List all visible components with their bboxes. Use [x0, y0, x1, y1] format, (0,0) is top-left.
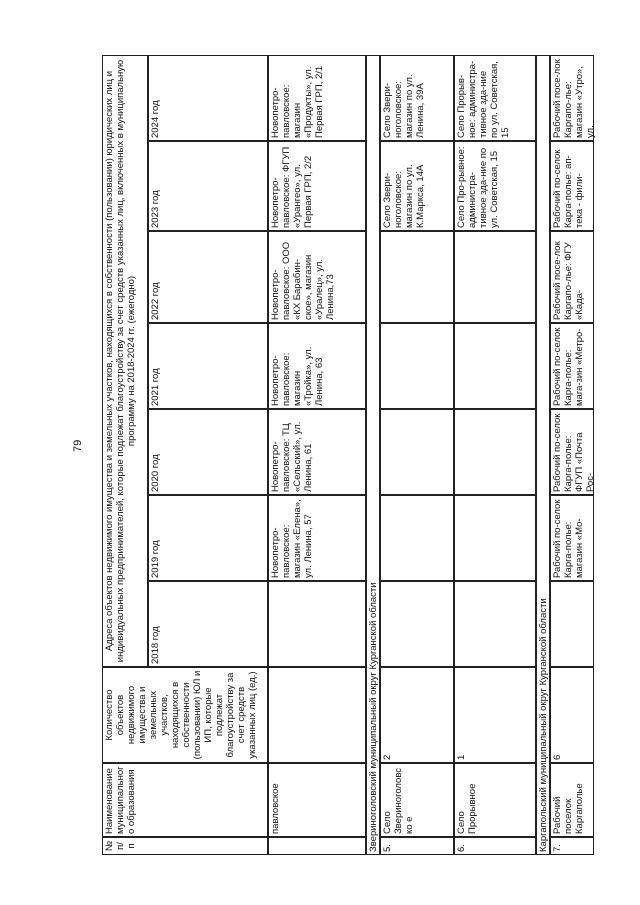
- row-prev-no: [268, 837, 366, 855]
- header-year-2023: 2023 год: [148, 141, 268, 231]
- header-count: Количество объектов недвижимого имущества и земельных участков, находящихся в собственности (пользовании) ЮЛ и ИП, которые подлежат благоустройству за счет средств указанных лиц (ед.): [102, 667, 268, 763]
- row-prev-2018: [268, 581, 366, 667]
- row5-2019: [380, 495, 454, 581]
- row7-count: 6: [550, 667, 594, 763]
- header-year-2020: 2020 год: [148, 409, 268, 495]
- row7-name: Рабочий поселок Каргаполье: [550, 763, 594, 837]
- row7-no: 7.: [550, 837, 594, 855]
- district-zverinogolovsky: Звериноголовский муниципальный округ Курганской области: [366, 55, 380, 855]
- row-prev-2024: Новопетро-павловское: магазин «Продукты», ул. Первая ГРП, 2/1: [268, 55, 366, 141]
- row6-2022: [454, 231, 536, 323]
- row7-2018: [550, 581, 594, 667]
- row5-2022: [380, 231, 454, 323]
- row7-2021: Рабочий по-селок Карга-полье: мага-зин «Метро-: [550, 323, 594, 409]
- row-prev-2019: Новопетро-павловское: магазин «Елена», ул. Ленина, 57: [268, 495, 366, 581]
- row6-2020: [454, 409, 536, 495]
- row6-count: 1: [454, 667, 536, 763]
- row-prev-2020: Новопетро-павловское: ТЦ «Сельский», ул. Ленина, 61: [268, 409, 366, 495]
- row6-name: Село Прорывное: [454, 763, 536, 837]
- header-year-2018: 2018 год: [148, 581, 268, 667]
- row5-2021: [380, 323, 454, 409]
- header-addresses: Адреса объектов недвижимого имущества и земельных участков, находящихся в собственности (пользовании) юридических лиц и индивидуальных предпринимателей, которые подлежат благоустройству за счет средств указанных лиц, включенных в муниципальную программу на 2018-2024 гг. (ежегодно): [102, 55, 148, 667]
- document-table: [102, 55, 594, 855]
- row7-2023: Рабочий по-селок Карга-полье: ап-тека - фили-: [550, 141, 594, 231]
- header-year-2019: 2019 год: [148, 495, 268, 581]
- row5-2020: [380, 409, 454, 495]
- row5-2024: Село Звери-ноголовское: магазин по ул. Ленина, 39А: [380, 55, 454, 141]
- row-prev-2023: Новопетро-павловское: ФГУП «Урангео», ул. Первая ГРП, 2/2: [268, 141, 366, 231]
- header-name: Наименование муниципального образования: [102, 763, 268, 837]
- row6-2021: [454, 323, 536, 409]
- row7-2020: Рабочий по-селок Карга-полье: ФГУП «Почта Рос-: [550, 409, 594, 495]
- row5-count: 2: [380, 667, 454, 763]
- row5-no: 5.: [380, 837, 454, 855]
- row7-2024: Рабочий посе-лок Каргапо-лье: магазин «Утро», ул.: [550, 55, 594, 141]
- header-year-2022: 2022 год: [148, 231, 268, 323]
- row5-2018: [380, 581, 454, 667]
- row-prev-count: [268, 667, 366, 763]
- header-no: № п/п: [102, 837, 268, 855]
- row-prev-2022: Новопетро-павловское: ООО «КХ Барабин-ское», магазин «Уралец», ул. Ленина,73: [268, 231, 366, 323]
- row5-name: Село Звериноголовско е: [380, 763, 454, 837]
- row7-2019: Рабочий по-селок Карга-полье: магазин «Мо-: [550, 495, 594, 581]
- row-prev-2021: Новопетро-павловское: магазин «Тройка», ул. Ленина, 63: [268, 323, 366, 409]
- header-year-2021: 2021 год: [148, 323, 268, 409]
- row7-2022: Рабочий посе-лок Каргапо-лье: ФГУ «Када-: [550, 231, 594, 323]
- row6-2023: Село Про-рывное: администра-тивное зда-ние по ул. Советская, 15: [454, 141, 536, 231]
- page-number: 79: [72, 439, 84, 452]
- district-kargapolsky: Каргапольский муниципальный округ Курганской области: [536, 55, 550, 855]
- row6-2024: Село Прорыв-ное: администра-тивное зда-ние по ул. Советская, 15: [454, 55, 536, 141]
- row6-2019: [454, 495, 536, 581]
- header-year-2024: 2024 год: [148, 55, 268, 141]
- row-prev-name: павловское: [268, 763, 366, 837]
- row6-no: 6.: [454, 837, 536, 855]
- row5-2023: Село Звери-ноголовское: магазин по ул. К.Маркса, 14А: [380, 141, 454, 231]
- row6-2018: [454, 581, 536, 667]
